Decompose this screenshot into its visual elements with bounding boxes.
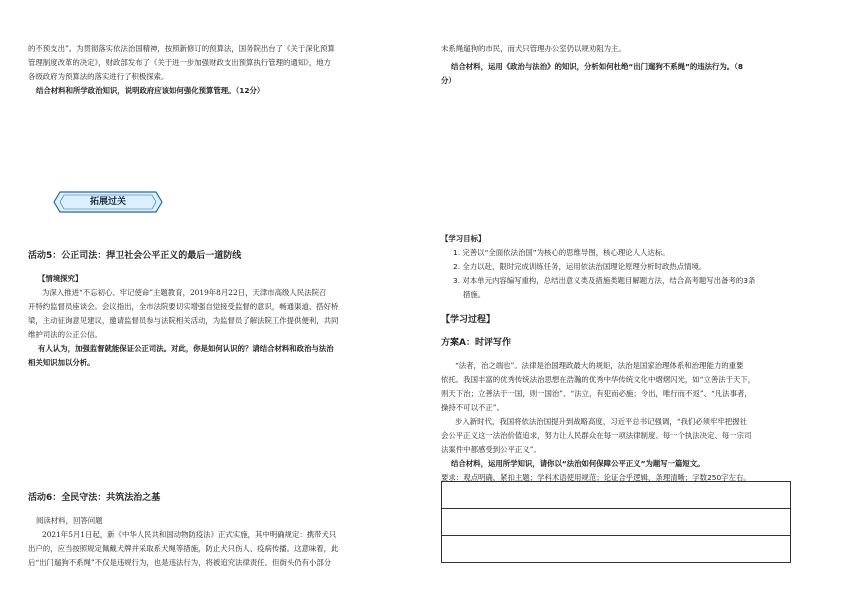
text-line: 为深入推进“不忘初心、牢记使命”主题教育，2019年8月22日，天津市高级人民法院召 — [42, 288, 327, 297]
answer-line[interactable] — [442, 509, 790, 536]
answer-line[interactable] — [442, 536, 790, 562]
learning-goals — [441, 232, 833, 302]
text-line: 出户的，应当按照规定佩戴犬牌并采取系犬绳等措施，防止犬只伤人、疫病传播。这意味着，此 — [28, 544, 339, 553]
answer-line[interactable] — [442, 482, 790, 509]
goal-item: 3. 对本单元内容编写重构，总结出意义类及措施类题目解题方法，结合高考题写出备考的3条 — [453, 276, 756, 285]
text-line: 则天下治；立善法于一国，则一国治”、“法立，有犯而必施；令出，唯行而不返”、“凡法事者， — [441, 389, 752, 398]
text-line: 会公平正义这一法治价值追求，努力让人民群众在每一项法律制度、每一个执法决定、每一宗司 — [441, 431, 752, 440]
text-line: 管理制度改革的决定》，财政部发布了《关于进一步加强财政支出预算执行管理的通知》，地方 — [28, 58, 332, 67]
badge-label: 拓展过关 — [89, 197, 126, 207]
goal-item: 措施。 — [463, 290, 486, 299]
activity-5-section: 【情境探究】 — [38, 274, 83, 283]
activity-6 — [28, 482, 420, 570]
activity-5-question: 相关知识加以分析。 — [28, 358, 95, 367]
section-badge — [52, 190, 164, 214]
goal-item: 1. 完善以“全面依法治国”为核心的思维导图，核心理论人人达标。 — [453, 248, 670, 257]
text-line: 依托。我国丰富的优秀传统法治思想在浩瀚的优秀中华传统文化中熠熠闪光，如“立善法于天下， — [441, 375, 756, 384]
text-line: 2021年5月1日起，新《中华人民共和国动物防疫法》正式实施，其中明确规定：携带犬只 — [42, 530, 337, 539]
text-line: 维护司法的公正公信。 — [28, 330, 102, 339]
activity-6-title: 活动6：全民守法：共筑法治之基 — [28, 493, 161, 503]
text-line: 步入新时代，我国将依法治国提升到战略高度，习近平总书记强调，“我们必须牢牢把握社 — [455, 417, 748, 426]
activity-5-question: 有人认为，加强监督就能保证公正司法。对此，你是如何认识的？请结合材料和政治与法治 — [38, 344, 334, 353]
question-1: 结合材料和所学政治知识，说明政府应该如何强化预算管理。（12分） — [36, 86, 265, 95]
text-line: 开特约监督员座谈会。会议指出，全市法院要切实增强自觉接受监督的意识，畅通渠道、搭好桥 — [28, 302, 339, 311]
text-line: 未系绳遛狗的市民，而犬只管理办公室仍以规劝阻为主。 — [441, 44, 626, 53]
learning-process — [441, 304, 833, 485]
text-line: 各级政府为预算法的落实进行了积极探索。 — [28, 72, 169, 81]
text-line: 法案件中都感受到公平正义”。 — [441, 445, 541, 454]
text-line: 操持不可以不正”。 — [441, 403, 504, 412]
activity-6-subtitle: 阅读材料，回答问题 — [36, 516, 103, 525]
activity-5 — [28, 240, 420, 370]
text-line: 的不预支出”。为贯彻落实依法治国精神，按照新修订的预算法，国务院出台了《关于深化预算 — [28, 44, 335, 53]
writing-task: 结合材料，运用所学知识，请你以“法治如何保障公平正义”为题写一篇短文。 — [451, 459, 705, 468]
goals-heading: 【学习目标】 — [441, 234, 486, 243]
question-2: 分） — [441, 76, 456, 85]
activity-5-title: 活动5：公正司法：捍卫社会公平正义的最后一道防线 — [28, 251, 242, 261]
process-heading: 【学习过程】 — [441, 315, 496, 325]
plan-heading: 方案A：时评写作 — [441, 338, 511, 348]
text-line: “法者，治之端也”。法律是治国理政最大的规矩，法治是国家治理体系和治理能力的重要 — [455, 361, 744, 370]
goal-item: 2. 全力以赴，限时完成训练任务，运用依法治国理论原理分析时政热点情境。 — [453, 262, 707, 271]
right-top — [441, 42, 833, 88]
answer-lines-box[interactable] — [441, 481, 791, 563]
text-line: 梁，主动征询意见建议，邀请监督员参与法院相关活动，为监督员了解法院工作提供便利，共同 — [28, 316, 339, 325]
text-line: 后“出门遛狗不系绳”不仅是违规行为，也是违法行为，将被追究法律责任。但街头仍有小部分 — [28, 558, 332, 567]
left-top-paragraph — [28, 42, 420, 98]
question-2: 结合材料，运用《政治与法治》的知识，分析如何杜绝“出门遛狗不系绳”的违法行为。（8 — [451, 62, 744, 71]
writing-requirements: 要求：观点明确，紧扣主题；学科术语使用规范；论证合乎逻辑，条理清晰；字数250字左右。 — [441, 473, 751, 482]
